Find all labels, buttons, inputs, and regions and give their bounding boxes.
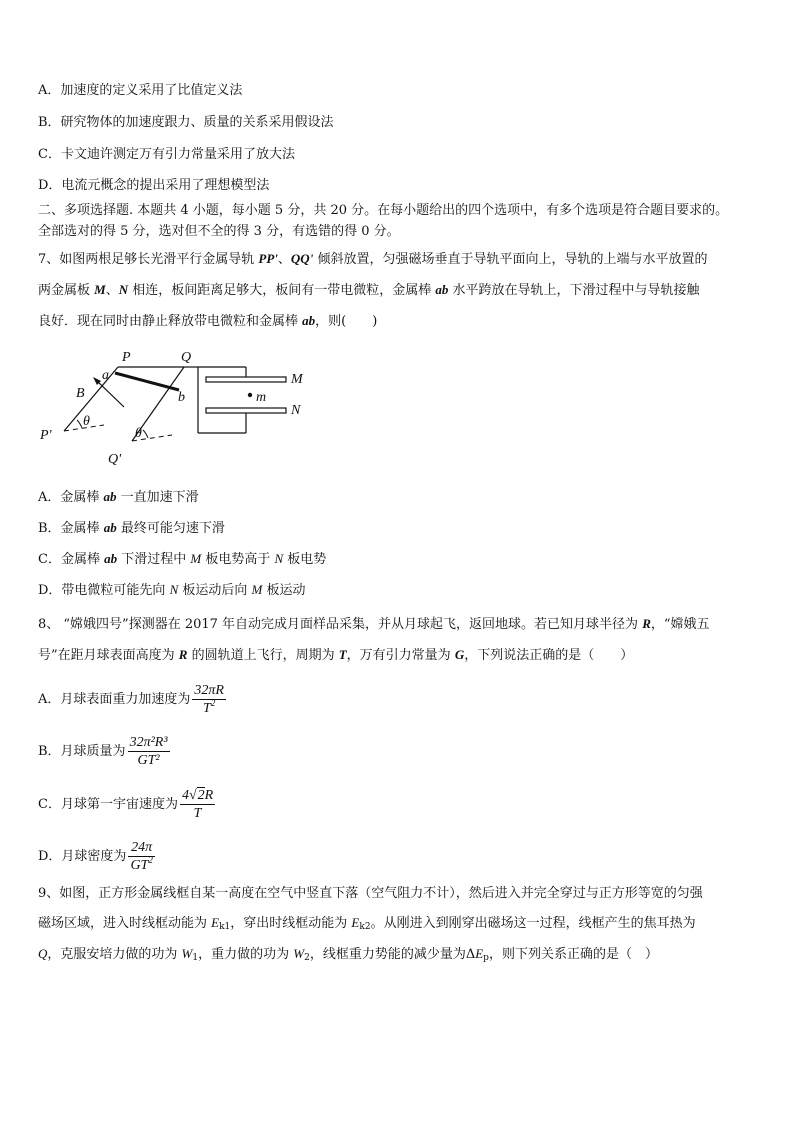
q8-option-d: D．月球密度为 $\frac{24\pi}{GT^2}$ — [38, 840, 153, 873]
q8-option-c: C．月球第一宇宙速度为 $\frac{4√2R}{T}$ — [38, 788, 214, 821]
q6-option-d: D．电流元概念的提出采用了理想模型法 — [38, 178, 270, 193]
charged-particle — [248, 393, 252, 397]
label-field-b: B — [76, 386, 85, 401]
q9-stem-line1: 9、如图，正方形金属线框自某一高度在空气中竖直下落（空气阻力不计），然后进入并完全穿过与正方形等宽的匀强 — [38, 886, 703, 901]
q8-option-b: B．月球质量为 $\frac{\text{32π²R³}}{\text{GT²}}$ — [38, 735, 168, 768]
label-p: P — [122, 350, 131, 365]
q7-stem-line2: 两金属板 M、N 相连，板间距离足够大，板间有一带电微粒，金属棒 ab 水平跨放在导轨上，下滑过程中与导轨接触 — [38, 282, 700, 298]
magnetic-field-arrow — [96, 380, 124, 407]
q7-stem-line1: 7、如图两根足够长光滑平行金属导轨 PP'、QQ' 倾斜放置，匀强磁场垂直于导轨平面向上，导轨的上端与水平放置的 — [38, 251, 708, 267]
q8-stem-line2: 号”在距月球表面高度为 R 的圆轨道上飞行，周期为 T，万有引力常量为 G，下列说法正确的是（ ） — [38, 647, 634, 663]
q8-stem-line1: 8、 “嫦娥四号”探测器在 2017 年自动完成月面样品采集，并从月球起飞，返回地球。若已知月球半径为 R，“嫦娥五 — [38, 616, 710, 632]
label-n-plate: N — [291, 403, 301, 418]
fraction-b: $\frac{\text{32π²R³}}{\text{GT²}}$ — [129, 735, 168, 768]
angle-arc-p — [77, 420, 82, 428]
plate-m — [206, 377, 286, 382]
q8-option-a: A．月球表面重力加速度为 $\frac{32\pi R}{T^2}$ — [38, 683, 224, 716]
q9-stem-line3: Q，克服安培力做的功为 $W_1$，重力做的功为 $W_2$，线框重力势能的减少量为$\Delta E_p$，则下列关系正确的是（ ） — [38, 946, 658, 963]
q7-option-c: C．金属棒 ab 下滑过程中 M 板电势高于 N 板电势 — [38, 551, 327, 567]
fraction-c: $\frac{4√2R}{T}$ — [181, 788, 214, 821]
rail-pp — [64, 367, 118, 431]
q9-stem-line2: 磁场区域，进入时线框动能为 $E_{k1}$，穿出时线框动能为 $E_{k2}$。从刚进入到刚穿出磁场这一过程，线框产生的焦耳热为 — [38, 915, 696, 932]
label-q-prime: Q' — [108, 452, 122, 467]
q6-option-a: A．加速度的定义采用了比值定义法 — [38, 83, 243, 98]
q7-option-b: B．金属棒 ab 最终可能匀速下滑 — [38, 520, 225, 536]
label-p-prime: P' — [40, 428, 52, 443]
q7-stem-line3: 良好．现在同时由静止释放带电微粒和金属棒 ab，则( ) — [38, 313, 378, 329]
section2-heading-line2: 全部选对的得 5 分，选对但不全的得 3 分，有选错的得 0 分。 — [38, 224, 400, 239]
section2-heading-line1: 二、多项选择题. 本题共 4 小题，每小题 5 分，共 20 分。在每小题给出的四个选项中，有多个选项是符合题目要求的。 — [38, 203, 729, 218]
q6-option-c: C．卡文迪许测定万有引力常量采用了放大法 — [38, 147, 295, 162]
label-b: b — [178, 390, 185, 405]
label-theta-p: θ — [83, 414, 90, 429]
label-q: Q — [181, 350, 192, 365]
q7-option-a: A．金属棒 ab 一直加速下滑 — [38, 489, 199, 505]
angle-arc-q — [143, 430, 148, 438]
plate-n — [206, 408, 286, 413]
label-m-plate: M — [291, 372, 303, 387]
q6-option-b: B．研究物体的加速度跟力、质量的关系采用假设法 — [38, 115, 334, 130]
metal-rod-ab — [115, 373, 179, 390]
label-a: a — [102, 368, 109, 383]
label-mass-m: m — [256, 390, 267, 405]
label-theta-q: θ — [135, 426, 142, 441]
fraction-a: $\frac{32\pi R}{T^2}$ — [194, 683, 224, 716]
q7-option-d: D．带电微粒可能先向 N 板运动后向 M 板运动 — [38, 582, 306, 598]
q7-rail-capacitor-figure — [38, 345, 318, 470]
fraction-d: $\frac{24\pi}{GT^2}$ — [130, 840, 153, 873]
